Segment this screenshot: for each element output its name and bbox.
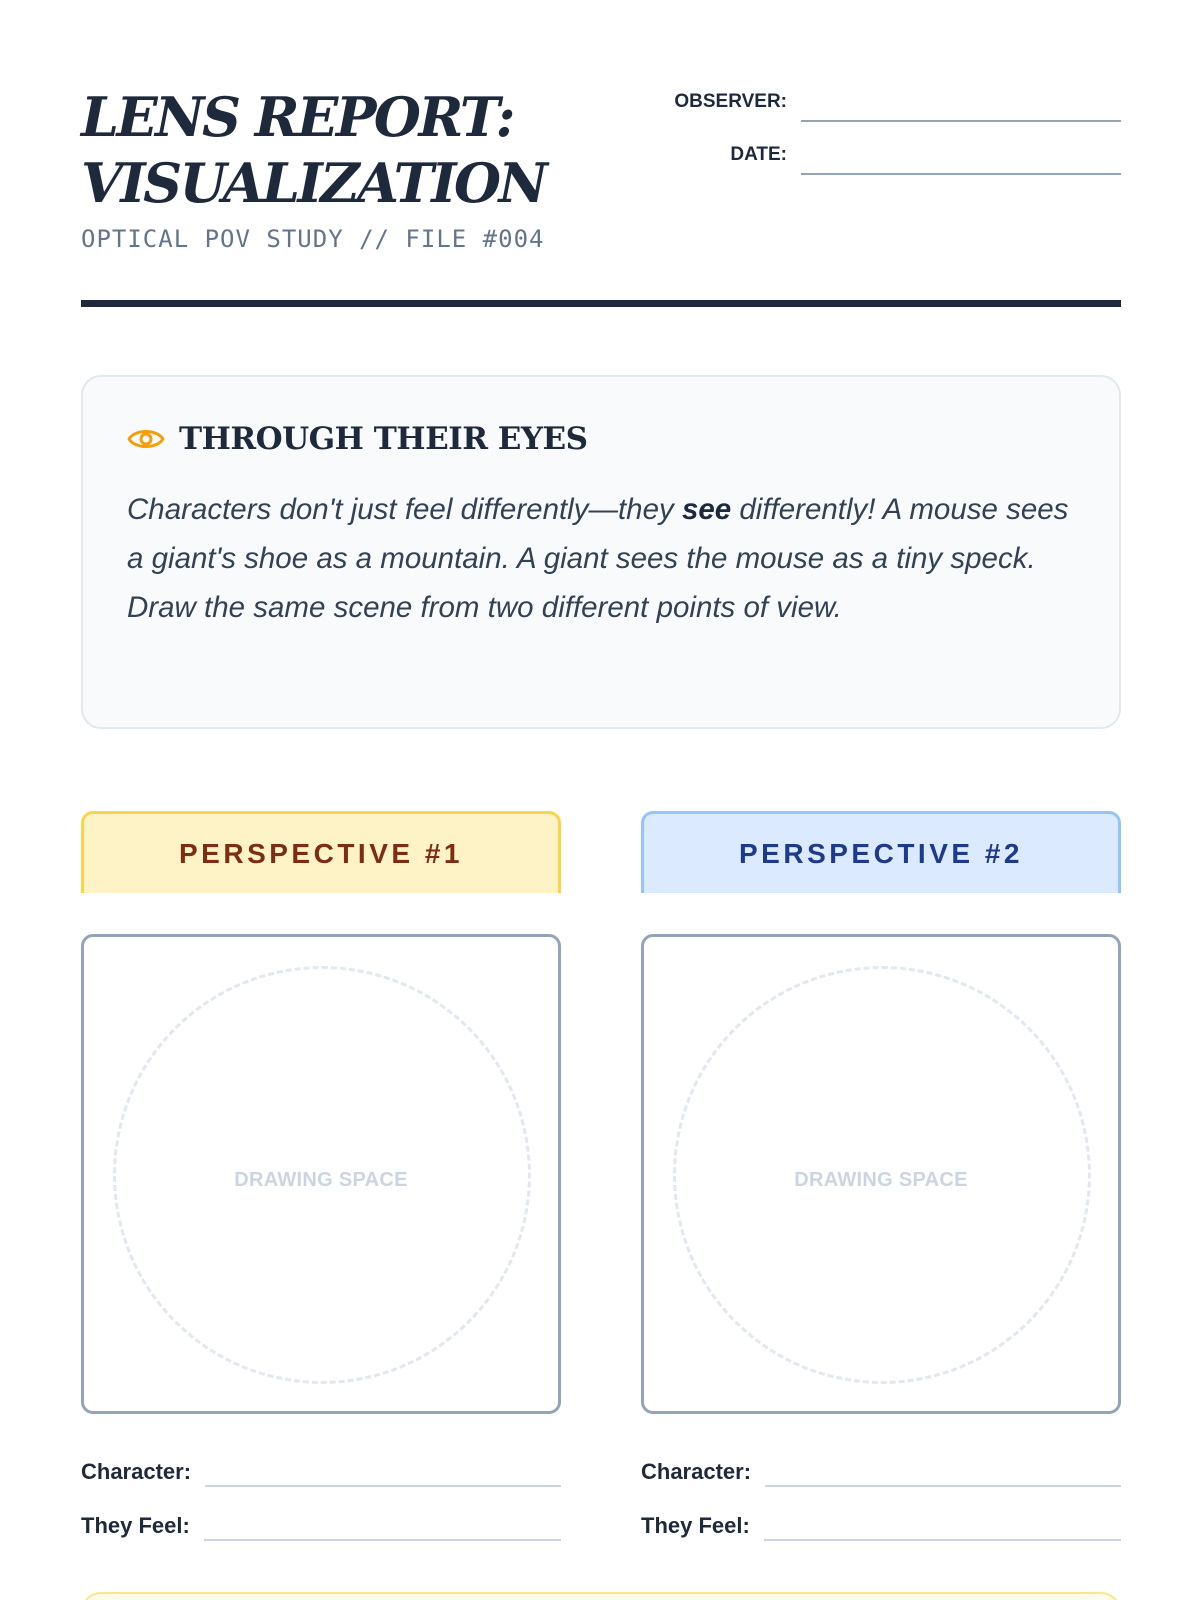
- perspective-2-feel-field[interactable]: [764, 1517, 1121, 1541]
- page-subtitle: OPTICAL POV STUDY // FILE #004: [81, 225, 545, 253]
- perspective-2-character-row: [641, 1457, 1121, 1487]
- page-title-line-1: LENS REPORT:: [81, 85, 514, 149]
- they-feel-label: They Feel:: [81, 1513, 190, 1538]
- intro-text-emphasis: see: [681, 493, 732, 526]
- perspective-1-character-field[interactable]: [205, 1463, 561, 1487]
- character-label: Character:: [81, 1459, 192, 1484]
- perspective-1-feel-field[interactable]: [204, 1517, 561, 1541]
- date-label: DATE:: [730, 144, 787, 165]
- intro-text-part-2: differently! A mouse sees a giant's shoe as a mountain. A giant sees the mouse as a tiny speck. Draw the same scene from two different points of view.: [127, 493, 1069, 624]
- perspective-1-character-row: [81, 1457, 561, 1487]
- perspective-2-drawing-space[interactable]: [641, 934, 1121, 1414]
- meta-fields: [661, 86, 1121, 192]
- page-header: [81, 84, 1121, 254]
- perspective-2-character-field[interactable]: [765, 1463, 1121, 1487]
- observer-field[interactable]: [801, 98, 1121, 122]
- perspective-2-feel-row: [641, 1511, 1121, 1541]
- date-row: [661, 139, 1121, 175]
- drawing-space-label: DRAWING SPACE: [794, 1168, 968, 1191]
- date-field[interactable]: [801, 151, 1121, 175]
- perspective-1-feel-row: [81, 1511, 561, 1541]
- observer-row: [661, 86, 1121, 122]
- drawing-space-label: DRAWING SPACE: [234, 1168, 408, 1191]
- intro-box: [81, 375, 1121, 729]
- intro-heading: [127, 419, 1075, 459]
- perspective-2-tab: PERSPECTIVE #2: [641, 811, 1121, 893]
- intro-text: [127, 485, 1075, 632]
- observer-label: OBSERVER:: [674, 91, 787, 112]
- perspective-1-tab: PERSPECTIVE #1: [81, 811, 561, 893]
- header-divider: [81, 300, 1121, 307]
- next-section-box: [81, 1592, 1121, 1600]
- they-feel-label: They Feel:: [641, 1513, 750, 1538]
- character-label: Character:: [641, 1459, 752, 1484]
- perspective-1-column: [81, 811, 561, 1541]
- intro-title: THROUGH THEIR EYES: [179, 421, 588, 457]
- title-block: [81, 84, 545, 253]
- perspective-1-drawing-space[interactable]: [81, 934, 561, 1414]
- perspective-2-column: [641, 811, 1121, 1541]
- page-title-line-2: VISUALIZATION: [81, 151, 546, 215]
- intro-text-part-1: Characters don't just feel differently—they: [127, 493, 682, 526]
- eye-icon: [127, 425, 165, 453]
